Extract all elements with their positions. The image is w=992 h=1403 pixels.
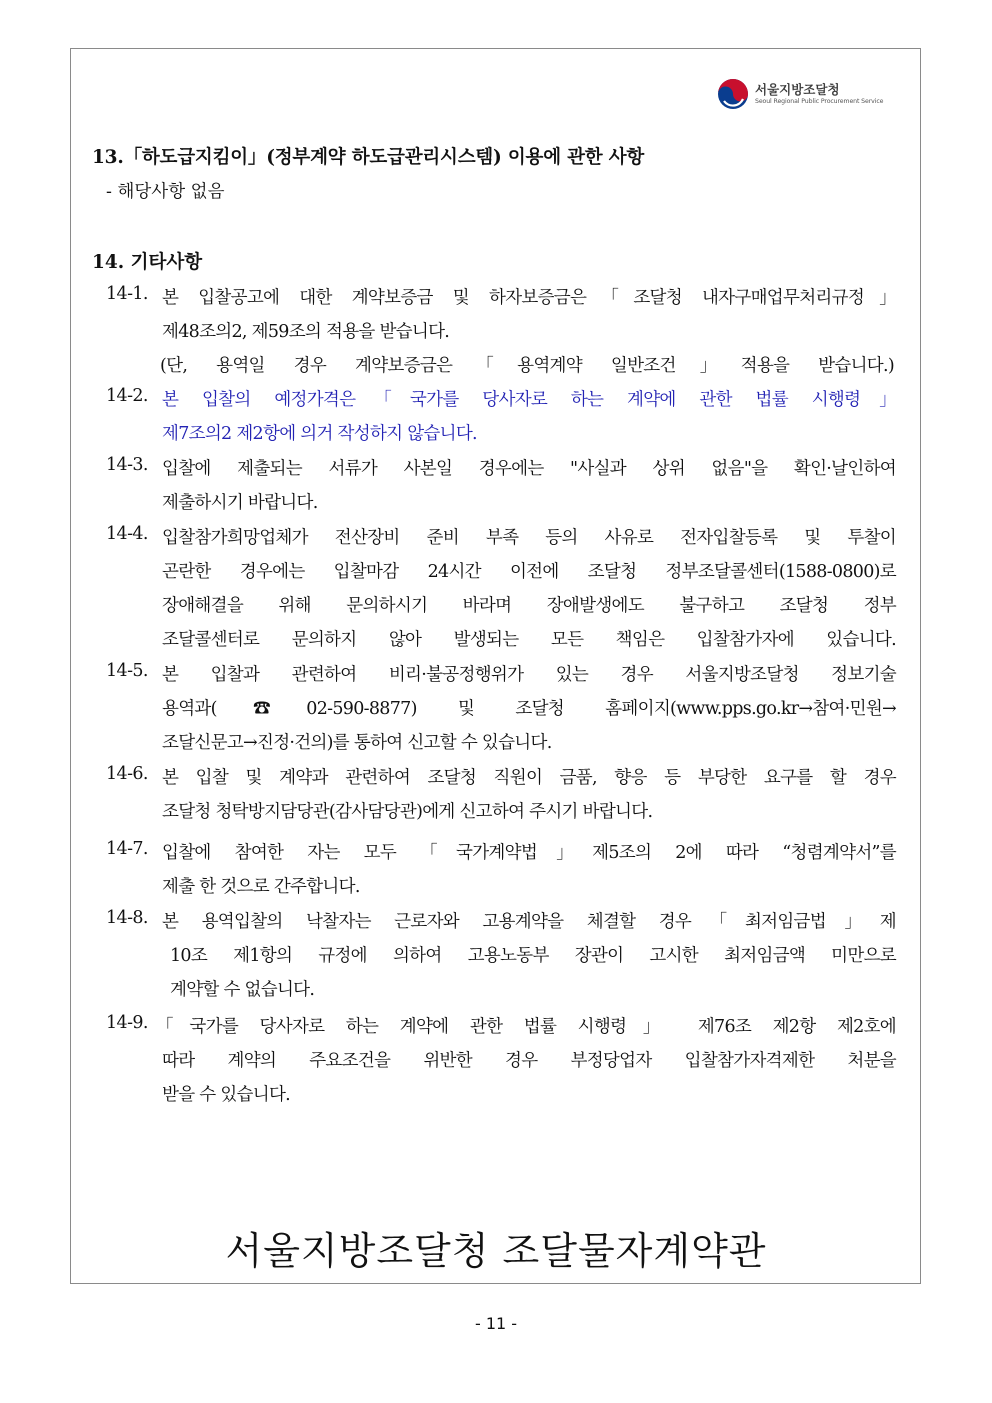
page-number: - 11 - (474, 1314, 518, 1333)
taegeuk-emblem-icon (716, 77, 750, 111)
item-number-14-1: 14-1. (106, 284, 148, 304)
item-14-9-line: 받을 수 있습니다. (162, 1085, 291, 1105)
item-14-8-line: 계약할 수 없습니다. (170, 980, 315, 1000)
logo-korean-name: 서울지방조달청 (755, 82, 840, 97)
item-number-14-5: 14-5. (106, 661, 148, 681)
item-14-4-line: 입찰참가희망업체가 전산장비 준비 부족 등의 사유로 전자입찰등록 및 투찰이 (162, 528, 896, 548)
item-14-4-line: 장애해결을 위해 문의하시기 바라며 장애발생에도 불구하고 조달청 정부 (162, 596, 896, 616)
item-14-9-line: 「국가를 당사자로 하는 계약에 관한 법률 시행령」 제76조 제2항 제2호에 (156, 1017, 896, 1037)
item-number-14-6: 14-6. (106, 764, 148, 784)
item-14-7-line: 제출 한 것으로 간주합니다. (162, 877, 360, 897)
item-14-1-line: 제48조의2, 제59조의 적용을 받습니다. (162, 322, 450, 342)
section-14-heading: 14. 기타사항 (92, 252, 203, 273)
item-number-14-4: 14-4. (106, 524, 148, 544)
item-number-14-9: 14-9. (106, 1013, 148, 1033)
logo-english-name: Seoul Regional Public Procurement Service (755, 98, 884, 105)
item-14-2-line: 본 입찰의 예정가격은「국가를 당사자로 하는 계약에 관한 법률 시행령」 (162, 390, 896, 410)
item-number-14-8: 14-8. (106, 908, 148, 928)
item-14-9-line: 따라 계약의 주요조건을 위반한 경우 부정당업자 입찰참가자격제한 처분을 (162, 1051, 896, 1071)
item-14-2-line: 제7조의2 제2항에 의거 작성하지 않습니다. (162, 424, 477, 444)
item-14-5-line: 용역과(☎02-590-8877) 및 조달청 홈페이지(www.pps.go.kr→참여·민원→ (162, 699, 896, 719)
section-13-heading: 13.「하도급지킴이」(정부계약 하도급관리시스템) 이용에 관한 사항 (92, 147, 645, 168)
item-14-5-line: 조달신문고→진정·건의)를 통하여 신고할 수 있습니다. (162, 733, 552, 753)
item-14-3-line: 제출하시기 바랍니다. (162, 493, 318, 513)
agency-logo (716, 74, 906, 114)
item-14-4-line: 곤란한 경우에는 입찰마감 24시간 이전에 조달청 정부조달콜센터(1588-0800)로 (162, 562, 896, 582)
item-14-6-line: 조달청 청탁방지담당관(감사담당관)에게 신고하여 주시기 바랍니다. (162, 802, 653, 822)
item-number-14-7: 14-7. (106, 839, 148, 859)
item-14-4-line: 조달콜센터로 문의하지 않아 발생되는 모든 책임은 입찰참가자에 있습니다. (162, 630, 896, 650)
item-14-1-line: (단, 용역일 경우 계약보증금은「용역계약 일반조건」적용을 받습니다.) (160, 356, 894, 376)
item-14-7-line: 입찰에 참여한 자는 모두 「국가계약법」제5조의 2에 따라 “청렴계약서”를 (162, 843, 896, 863)
item-number-14-2: 14-2. (106, 386, 148, 406)
section-13-detail: - 해당사항 없음 (106, 182, 225, 202)
item-number-14-3: 14-3. (106, 455, 148, 475)
item-14-5-line: 본 입찰과 관련하여 비리·불공정행위가 있는 경우 서울지방조달청 정보기술 (162, 665, 896, 685)
item-14-3-line: 입찰에 제출되는 서류가 사본일 경우에는 "사실과 상위 없음"을 확인·날인하여 (162, 459, 896, 479)
item-14-1-line: 본 입찰공고에 대한 계약보증금 및 하자보증금은「조달청 내자구매업무처리규정」 (162, 288, 896, 308)
item-14-6-line: 본 입찰 및 계약과 관련하여 조달청 직원이 금품, 향응 등 부당한 요구를 할 경우 (162, 768, 896, 788)
signature-title: 서울지방조달청 조달물자계약관 (225, 1229, 767, 1273)
item-14-8-line: 10조 제1항의 규정에 의하여 고용노동부 장관이 고시한 최저임금액 미만으로 (170, 946, 896, 966)
item-14-8-line: 본 용역입찰의 낙찰자는 근로자와 고용계약을 체결할 경우「최저임금법」제 (162, 912, 896, 932)
